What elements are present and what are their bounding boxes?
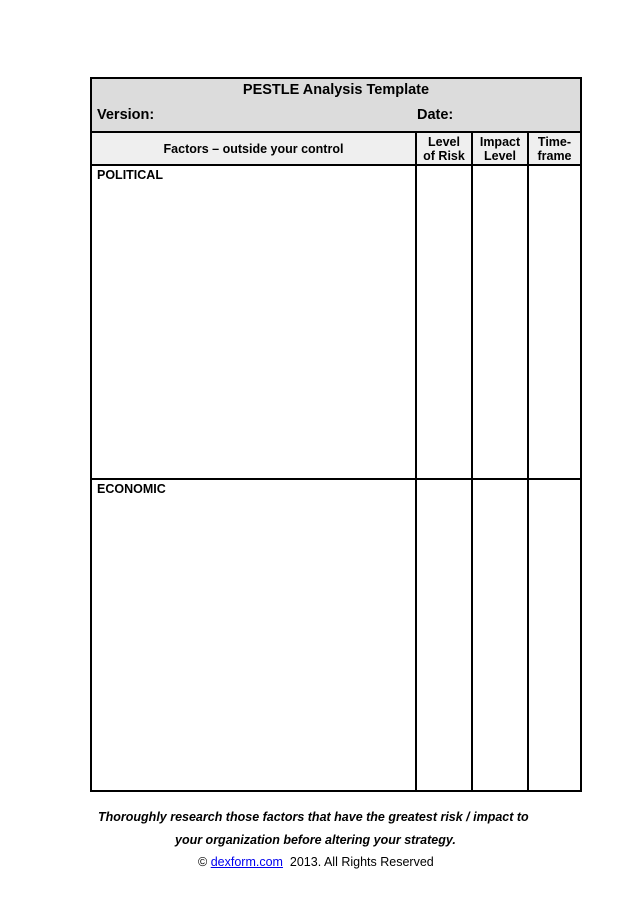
column-divider <box>471 133 473 790</box>
risk-header-line2: of Risk <box>423 148 465 163</box>
column-header-row <box>92 133 580 166</box>
section-political-label: POLITICAL <box>97 168 163 182</box>
impact-column-header <box>473 133 527 164</box>
factors-column-header <box>92 133 415 164</box>
column-divider <box>527 133 529 790</box>
form-title: PESTLE Analysis Template <box>242 82 430 98</box>
copyright-symbol: © <box>198 855 208 869</box>
timeframe-column-header <box>529 133 580 164</box>
footer-note-line1: Thoroughly research those factors that have the greatest risk / impact to <box>98 810 529 824</box>
impact-header-line1: Impact <box>479 134 521 149</box>
column-divider <box>415 133 417 790</box>
footer-note-line2: your organization before altering your strategy. <box>175 833 456 847</box>
risk-header-line1: Level <box>428 134 460 149</box>
version-label: Version: <box>97 107 155 123</box>
section-economic-label: ECONOMIC <box>97 482 166 496</box>
dexform-link[interactable]: dexform.com <box>210 855 283 869</box>
time-header-line2: frame <box>537 148 572 163</box>
risk-column-header <box>417 133 471 164</box>
time-header-line1: Time- <box>537 134 572 149</box>
form-title-block <box>92 79 580 133</box>
factors-header-label: Factors – outside your control <box>163 141 344 156</box>
impact-header-line2: Level <box>484 148 516 163</box>
date-label: Date: <box>417 107 454 123</box>
rights-text: 2013. All Rights Reserved <box>289 855 434 869</box>
copyright-line <box>198 855 434 869</box>
section-divider <box>92 478 580 480</box>
pestle-form <box>90 77 582 792</box>
